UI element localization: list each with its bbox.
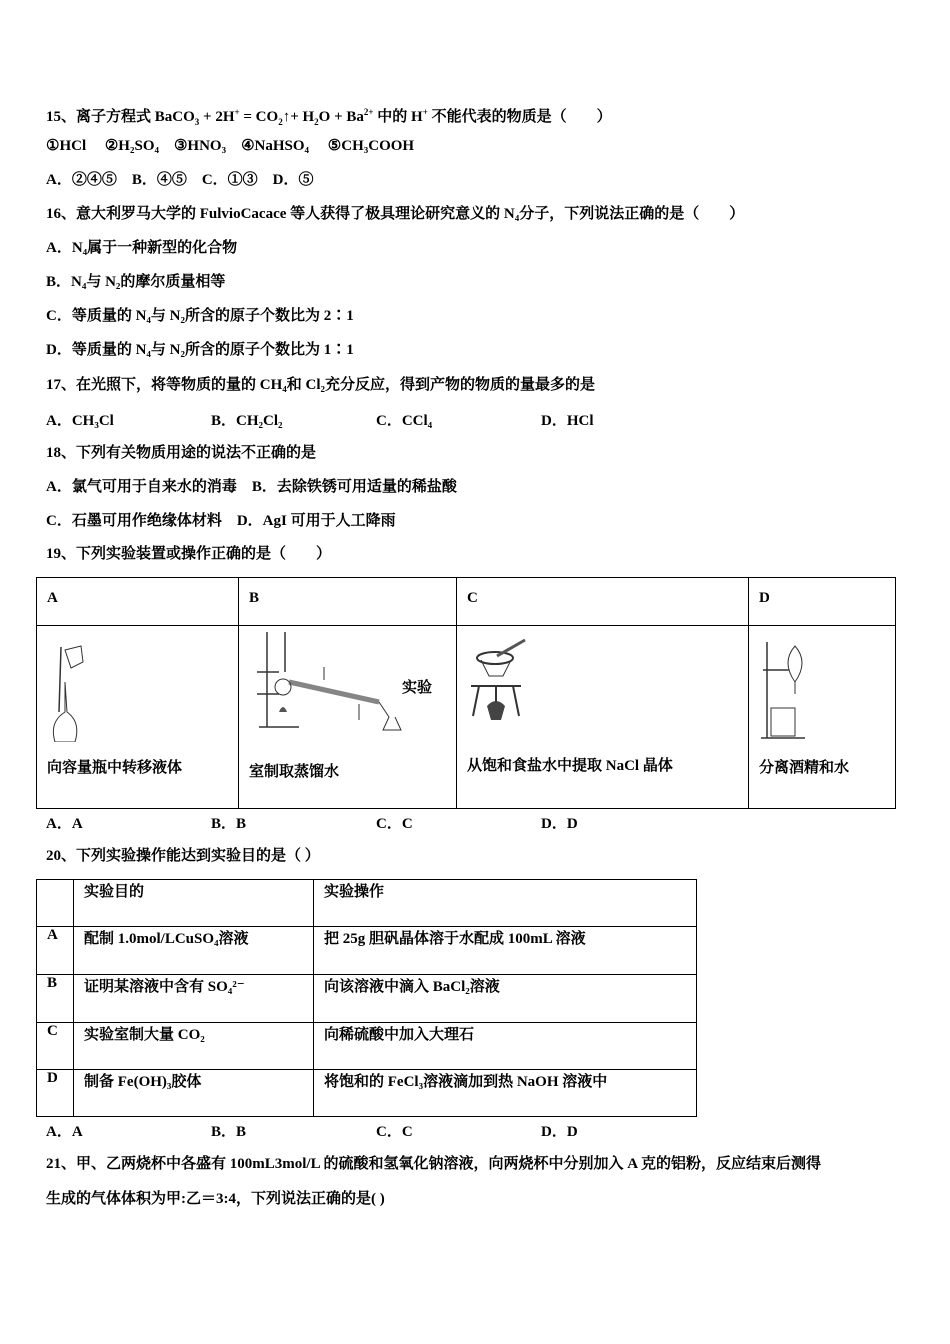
q16-option: A．N₄属于一种新型的化合物 bbox=[46, 240, 238, 256]
row-label: B bbox=[37, 975, 74, 1023]
q19-cell-a bbox=[37, 626, 239, 809]
q19-caption: 向容量瓶中转移液体 bbox=[47, 760, 183, 776]
operation-cell: 向稀硫酸中加入大理石 bbox=[314, 1023, 697, 1070]
q19-header: B bbox=[239, 578, 457, 626]
q16-stem: 16、意大利罗马大学的 FulvioCacace 等人获得了极具理论研究意义的 N₄分子，下列说法正确的是（ ） bbox=[46, 206, 745, 222]
q20-option: A．A bbox=[46, 1124, 83, 1140]
q21-stem-line1: 21、甲、乙两烧杯中各盛有 100mL3mol/L 的硫酸和氢氧化钠溶液，向两烧杯中分别加入 A 克的铝粉，反应结束后测得 bbox=[46, 1156, 822, 1172]
operation-cell: 向该溶液中滴入 BaCl₂溶液 bbox=[314, 975, 697, 1023]
q17-option: A．CH₃Cl bbox=[46, 413, 114, 429]
q15-options: A．②④⑤ B．④⑤ C．①③ D．⑤ bbox=[46, 172, 314, 188]
separatory-funnel-image bbox=[759, 642, 819, 742]
q16-option: D．等质量的 N₄与 N₂所含的原子个数比为 1∶1 bbox=[46, 342, 354, 358]
image-label: 实验 bbox=[402, 680, 433, 696]
q19-header: A bbox=[37, 578, 239, 626]
table-row bbox=[37, 927, 697, 975]
q20-header: 实验操作 bbox=[314, 880, 697, 927]
q19-option: D．D bbox=[541, 816, 578, 832]
q16-option: C．等质量的 N₄与 N₂所含的原子个数比为 2∶1 bbox=[46, 308, 354, 324]
q21-stem-line2: 生成的气体体积为甲:乙＝3:4，下列说法正确的是( ) bbox=[46, 1191, 385, 1207]
q20-stem: 20、下列实验操作能达到实验目的是（ ） bbox=[46, 848, 320, 864]
q16-option: B．N₄与 N₂的摩尔质量相等 bbox=[46, 274, 226, 290]
q20-header: 实验目的 bbox=[74, 880, 314, 927]
volumetric-flask-image bbox=[47, 642, 127, 742]
q19-cell-d bbox=[749, 626, 896, 809]
q20-option: B．B bbox=[211, 1124, 247, 1140]
table-row bbox=[37, 1070, 697, 1117]
q19-caption: 室制取蒸馏水 bbox=[249, 764, 340, 780]
row-label: D bbox=[37, 1070, 74, 1117]
distillation-apparatus-image bbox=[249, 632, 409, 732]
q20-table bbox=[36, 879, 697, 1117]
q18-options-line2: C．石墨可用作绝缘体材料 D．AgI 可用于人工降雨 bbox=[46, 513, 396, 529]
q19-caption: 从饱和食盐水中提取 NaCl 晶体 bbox=[467, 758, 673, 774]
q19-header: C bbox=[457, 578, 749, 626]
row-label: C bbox=[37, 1023, 74, 1070]
q19-option: B．B bbox=[211, 816, 247, 832]
q20-option: C．C bbox=[376, 1124, 413, 1140]
q17-option: C．CCl₄ bbox=[376, 413, 433, 429]
operation-cell: 将饱和的 FeCl₃溶液滴加到热 NaOH 溶液中 bbox=[314, 1070, 697, 1117]
q19-table bbox=[36, 577, 896, 809]
q17-option: D．HCl bbox=[541, 413, 594, 429]
q19-cell-c bbox=[457, 626, 749, 809]
q19-cell-b bbox=[239, 626, 457, 809]
purpose-cell: 制备 Fe(OH)₃胶体 bbox=[74, 1070, 314, 1117]
q18-options-line1: A．氯气可用于自来水的消毒 B．去除铁锈可用适量的稀盐酸 bbox=[46, 479, 457, 495]
q15-stem: 15、离子方程式 BaCO$_3$ + $2H^+ = CO_2↑+ H_2O + Ba^{2+}$ 中的 H+ 不能代表的物质是（ ） bbox=[46, 107, 612, 127]
q19-option: C．C bbox=[376, 816, 413, 832]
q19-option: A．A bbox=[46, 816, 83, 832]
q20-header bbox=[37, 880, 74, 927]
table-row bbox=[37, 1023, 697, 1070]
table-row bbox=[37, 975, 697, 1023]
evaporation-apparatus-image bbox=[467, 636, 557, 736]
row-label: A bbox=[37, 927, 74, 975]
operation-cell: 把 25g 胆矾晶体溶于水配成 100mL 溶液 bbox=[314, 927, 697, 975]
q19-header: D bbox=[749, 578, 896, 626]
q19-stem: 19、下列实验装置或操作正确的是（ ） bbox=[46, 546, 332, 562]
q15-items: ①HCl ②H₂SO₄ ③HNO₃ ④NaHSO₄ ⑤CH₃COOH bbox=[46, 138, 415, 154]
q17-option: B．CH₂Cl₂ bbox=[211, 413, 283, 429]
q20-option: D．D bbox=[541, 1124, 578, 1140]
q19-caption: 分离酒精和水 bbox=[759, 760, 850, 776]
q18-stem: 18、下列有关物质用途的说法不正确的是 bbox=[46, 445, 317, 461]
purpose-cell: 配制 1.0mol/LCuSO₄溶液 bbox=[74, 927, 314, 975]
q17-stem: 17、在光照下，将等物质的量的 CH₄和 Cl₂充分反应，得到产物的物质的量最多的是 bbox=[46, 377, 595, 393]
purpose-cell: 证明某溶液中含有 SO₄²⁻ bbox=[74, 975, 314, 1023]
purpose-cell: 实验室制大量 CO₂ bbox=[74, 1023, 314, 1070]
